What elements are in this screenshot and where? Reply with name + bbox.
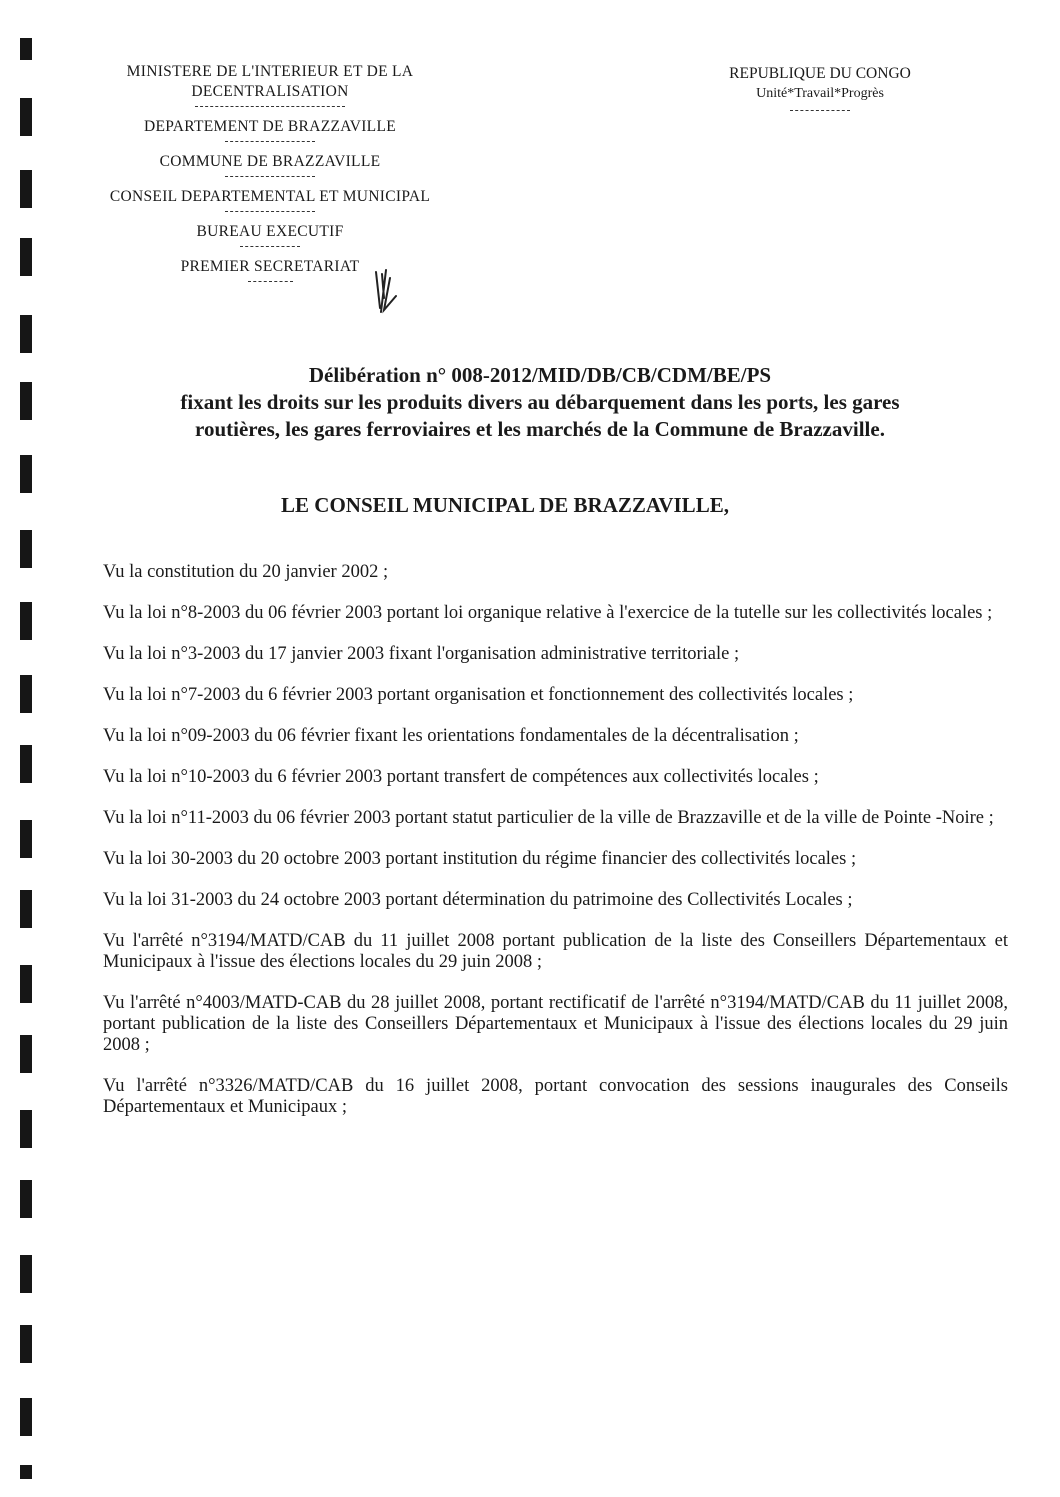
binding-mark bbox=[20, 98, 32, 136]
consideration-item: Vu la loi n°3-2003 du 17 janvier 2003 fixant l'organisation administrative territoriale ; bbox=[103, 644, 740, 664]
consideration-item: Vu la loi n°09-2003 du 06 février fixant les orientations fondamentales de la décentralisation ; bbox=[103, 726, 799, 746]
binding-mark bbox=[20, 455, 32, 493]
binding-hole-marks bbox=[20, 30, 40, 1490]
title-line-2: fixant les droits sur les produits divers au débarquement dans les ports, les gares bbox=[180, 390, 900, 414]
issuing-authority-header bbox=[60, 62, 480, 292]
binding-mark bbox=[20, 530, 32, 568]
binding-mark bbox=[20, 238, 32, 276]
separator bbox=[225, 211, 315, 212]
secretariat-line: PREMIER SECRETARIAT bbox=[180, 258, 360, 275]
council-line: CONSEIL DEPARTEMENTAL ET MUNICIPAL bbox=[109, 188, 431, 205]
binding-mark bbox=[20, 170, 32, 208]
title-line-3: routières, les gares ferroviaires et les marchés de la Commune de Brazzaville. bbox=[195, 417, 885, 441]
binding-mark bbox=[20, 890, 32, 928]
binding-mark bbox=[20, 602, 32, 640]
ministry-line-2: DECENTRALISATION bbox=[191, 83, 349, 100]
binding-mark bbox=[20, 1255, 32, 1293]
separator bbox=[225, 176, 315, 177]
handwritten-initials-signature bbox=[372, 268, 400, 314]
commune-line: COMMUNE DE BRAZZAVILLE bbox=[159, 153, 381, 170]
department-line: DEPARTEMENT DE BRAZZAVILLE bbox=[143, 118, 396, 135]
binding-mark bbox=[20, 38, 32, 60]
national-motto: Unité*Travail*Progrès bbox=[756, 86, 884, 101]
consideration-item: Vu la loi n°8-2003 du 06 février 2003 portant loi organique relative à l'exercice de la tutelle sur les collectivités locales ; bbox=[103, 603, 993, 623]
consideration-item: Vu la loi n°11-2003 du 06 février 2003 portant statut particulier de la ville de Brazzaville et de la ville de Pointe -Noire ; bbox=[103, 808, 994, 828]
binding-mark bbox=[20, 1465, 32, 1479]
consideration-item: Vu la constitution du 20 janvier 2002 ; bbox=[103, 562, 389, 582]
consideration-item: Vu l'arrêté n°3194/MATD/CAB du 11 juillet 2008 portant publication de la liste des Conseillers Départementaux et Municipaux à l'issue des élections locales du 29 juin 2008 ; bbox=[103, 931, 1008, 972]
separator bbox=[195, 106, 345, 107]
binding-mark bbox=[20, 675, 32, 713]
binding-mark bbox=[20, 1325, 32, 1363]
bureau-line: BUREAU EXECUTIF bbox=[196, 223, 344, 240]
binding-mark bbox=[20, 382, 32, 420]
consideration-item: Vu l'arrêté n°4003/MATD-CAB du 28 juillet 2008, portant rectificatif de l'arrêté n°3194/MATD/CAB du 11 juillet 2008, portant publication de la liste des Conseillers Départementaux et Municipaux à l'issue des élections locales du 29 juin 2008 ; bbox=[103, 993, 1008, 1055]
consideration-item: Vu la loi 30-2003 du 20 octobre 2003 portant institution du régime financier des collectivités locales ; bbox=[103, 849, 857, 869]
consideration-item: Vu la loi 31-2003 du 24 octobre 2003 portant détermination du patrimoine des Collectivités Locales ; bbox=[103, 890, 853, 910]
consideration-item: Vu l'arrêté n°3326/MATD/CAB du 16 juillet 2008, portant convocation des sessions inaugurales des Conseils Départementaux et Municipaux ; bbox=[103, 1076, 1008, 1117]
considerations-list bbox=[103, 562, 1008, 1138]
separator bbox=[790, 110, 850, 111]
separator bbox=[240, 246, 300, 247]
title-line-1: Délibération n° 008-2012/MID/DB/CB/CDM/BE/PS bbox=[308, 363, 772, 387]
separator bbox=[225, 141, 315, 142]
republic-header bbox=[700, 64, 940, 111]
binding-mark bbox=[20, 1180, 32, 1218]
consideration-item: Vu la loi n°7-2003 du 6 février 2003 portant organisation et fonctionnement des collectivités locales ; bbox=[103, 685, 854, 705]
ministry-line-1: MINISTERE DE L'INTERIEUR ET DE LA bbox=[126, 63, 414, 80]
council-heading: LE CONSEIL MUNICIPAL DE BRAZZAVILLE, bbox=[281, 493, 729, 517]
binding-mark bbox=[20, 965, 32, 1003]
binding-mark bbox=[20, 820, 32, 858]
consideration-item: Vu la loi n°10-2003 du 6 février 2003 portant transfert de compétences aux collectivités locales ; bbox=[103, 767, 819, 787]
binding-mark bbox=[20, 1398, 32, 1436]
binding-mark bbox=[20, 745, 32, 783]
country-name: REPUBLIQUE DU CONGO bbox=[729, 65, 911, 82]
separator bbox=[248, 281, 293, 282]
deliberation-title bbox=[100, 362, 980, 443]
binding-mark bbox=[20, 1035, 32, 1073]
binding-mark bbox=[20, 315, 32, 353]
binding-mark bbox=[20, 1110, 32, 1148]
